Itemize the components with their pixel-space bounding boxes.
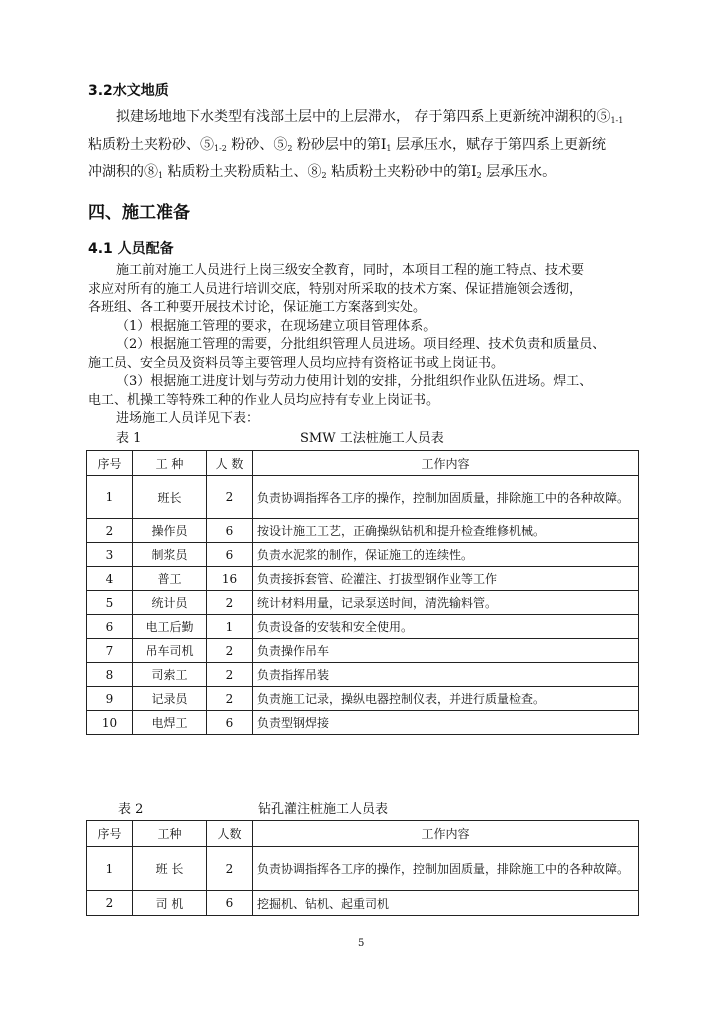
cell-index: 2: [87, 891, 133, 916]
cell-duty: 负责协调指挥各工序的操作，控制加固质量，排除施工中的各种故障。: [253, 476, 639, 519]
cell-count: 16: [207, 567, 253, 591]
cell-duty: 负责型钢焊接: [253, 711, 639, 735]
cell-role: 记录员: [133, 687, 207, 711]
header-cell: 工 种: [133, 451, 207, 476]
cell-count: 6: [207, 891, 253, 916]
cell-role: 班长: [133, 476, 207, 519]
cell-duty: 负责接拆套管、砼灌注、打拔型钢作业等工作: [253, 567, 639, 591]
section-heading-4-1: 4.1 人员配备: [88, 241, 174, 257]
hydro-line-1: [116, 106, 623, 132]
page-number: 5: [358, 938, 365, 949]
hydro-text: 层承压水。: [481, 164, 557, 180]
hydro-text: 粉砂层中的第Ⅰ: [292, 137, 387, 153]
cell-duty: 负责水泥浆的制作，保证施工的连续性。: [253, 543, 639, 567]
cell-duty: 按设计施工工艺，正确操纵钻机和提升检查维修机械。: [253, 519, 639, 543]
staff-para-line: 施工前对施工人员进行上岗三级安全教育，同时，本项目工程的施工特点、技术要: [116, 263, 585, 278]
cell-index: 8: [87, 663, 133, 687]
header-cell: 序号: [87, 821, 133, 847]
hydro-line-2: [88, 134, 606, 160]
table-row: [87, 891, 639, 916]
staff-para-line: 电工、机操工等特殊工种的作业人员均应持有专业上岗证书。: [88, 393, 440, 408]
cell-count: 2: [207, 663, 253, 687]
cell-index: 5: [87, 591, 133, 615]
cell-role: 班 长: [133, 847, 207, 891]
cell-count: 6: [207, 543, 253, 567]
staff-para-line: （2）根据施工管理的需要，分批组织管理人员进场。项目经理、技术负责和质量员、: [116, 337, 606, 352]
hydro-line-3: [88, 161, 556, 187]
hydro-text: 粘质粉土夹粉砂中的第Ⅰ: [326, 164, 477, 180]
cell-count: 6: [207, 519, 253, 543]
header-cell: 工作内容: [253, 451, 639, 476]
cell-count: 2: [207, 591, 253, 615]
cell-duty: 负责指挥吊装: [253, 663, 639, 687]
subscript: 2: [476, 171, 482, 180]
subscript: 2: [287, 144, 293, 153]
cell-index: 9: [87, 687, 133, 711]
cell-count: 2: [207, 687, 253, 711]
subscript: 1-1: [610, 116, 624, 125]
hydro-text: 粉砂、⑤: [226, 137, 288, 153]
hydro-text: 粘质粉土夹粉质粘土、⑧: [163, 164, 322, 180]
subscript: 2: [321, 171, 327, 180]
table-row: [87, 519, 639, 543]
cell-count: 2: [207, 476, 253, 519]
cell-index: 10: [87, 711, 133, 735]
cell-duty: 负责操作吊车: [253, 639, 639, 663]
hydro-text: 冲湖积的⑧: [88, 164, 158, 180]
header-cell: 工种: [133, 821, 207, 847]
table-row: [87, 711, 639, 735]
cell-index: 3: [87, 543, 133, 567]
cell-count: 1: [207, 615, 253, 639]
table-row: [87, 476, 639, 519]
table-row: [87, 687, 639, 711]
cell-index: 7: [87, 639, 133, 663]
staff-para-line: 施工员、安全员及资料员等主要管理人员均应持有资格证书或上岗证书。: [88, 356, 505, 371]
section-heading-3-2: 3.2水文地质: [88, 83, 169, 99]
cell-role: 司索工: [133, 663, 207, 687]
chapter-heading-4: 四、施工准备: [88, 203, 190, 223]
cell-role: 操作员: [133, 519, 207, 543]
staff-para-line: 各班组、各工种要开展技术讨论，保证施工方案落到实处。: [88, 300, 427, 315]
hydro-text: 拟建场地地下水类型有浅部土层中的上层滞水， 存于第四系上更新统冲湖积的⑤: [116, 109, 611, 125]
hydro-text: 层承压水，赋存于第四系上更新统: [391, 137, 606, 153]
cell-index: 2: [87, 519, 133, 543]
staff-para-line: 求应对所有的施工人员进行培训交底，特别对所采取的技术方案、保证措施领会透彻，: [88, 282, 583, 297]
cell-duty: 负责施工记录，操纵电器控制仪表，并进行质量检查。: [253, 687, 639, 711]
cell-role: 制浆员: [133, 543, 207, 567]
cell-index: 1: [87, 847, 133, 891]
table2-title: 钻孔灌注桩施工人员表: [258, 802, 389, 817]
subscript: 1: [386, 144, 392, 153]
table-header-row: [87, 451, 639, 476]
staff-para-line: 进场施工人员详见下表：: [116, 411, 260, 426]
cell-index: 4: [87, 567, 133, 591]
cell-role: 司 机: [133, 891, 207, 916]
cell-role: 普工: [133, 567, 207, 591]
staff-para-line: （1）根据施工管理的要求，在现场建立项目管理体系。: [116, 319, 437, 334]
table2-label: 表 2: [118, 802, 144, 817]
cell-role: 电焊工: [133, 711, 207, 735]
table1-title: SMW 工法桩施工人员表: [300, 431, 444, 446]
cell-duty: 负责协调指挥各工序的操作，控制加固质量，排除施工中的各种故障。: [253, 847, 639, 891]
cell-role: 吊车司机: [133, 639, 207, 663]
cell-role: 统计员: [133, 591, 207, 615]
cell-duty: 挖掘机、钻机、起重司机: [253, 891, 639, 916]
table1-label: 表 1: [116, 431, 142, 446]
header-cell: 序号: [87, 451, 133, 476]
header-cell: 人 数: [207, 451, 253, 476]
header-cell: 工作内容: [253, 821, 639, 847]
cell-count: 2: [207, 639, 253, 663]
cell-duty: 统计材料用量，记录泵送时间，清洗输料管。: [253, 591, 639, 615]
cell-role: 电工后勤: [133, 615, 207, 639]
cell-count: 6: [207, 711, 253, 735]
table-row: [87, 567, 639, 591]
table-row: [87, 663, 639, 687]
header-cell: 人数: [207, 821, 253, 847]
table-row: [87, 591, 639, 615]
subscript: 1-2: [214, 144, 227, 153]
subscript: 1: [158, 171, 164, 180]
table-row: [87, 847, 639, 891]
cell-duty: 负责设备的安装和安全使用。: [253, 615, 639, 639]
table-smw-staff: [86, 450, 639, 735]
hydro-text: 粘质粉土夹粉砂、⑤: [88, 137, 214, 153]
table-row: [87, 639, 639, 663]
table-row: [87, 543, 639, 567]
cell-index: 6: [87, 615, 133, 639]
table-header-row: [87, 821, 639, 847]
staff-para-line: （3）根据施工进度计划与劳动力使用计划的安排，分批组织作业队伍进场。焊工、: [116, 374, 593, 389]
cell-count: 2: [207, 847, 253, 891]
cell-index: 1: [87, 476, 133, 519]
table-bored-pile-staff: [86, 820, 639, 916]
table-row: [87, 615, 639, 639]
